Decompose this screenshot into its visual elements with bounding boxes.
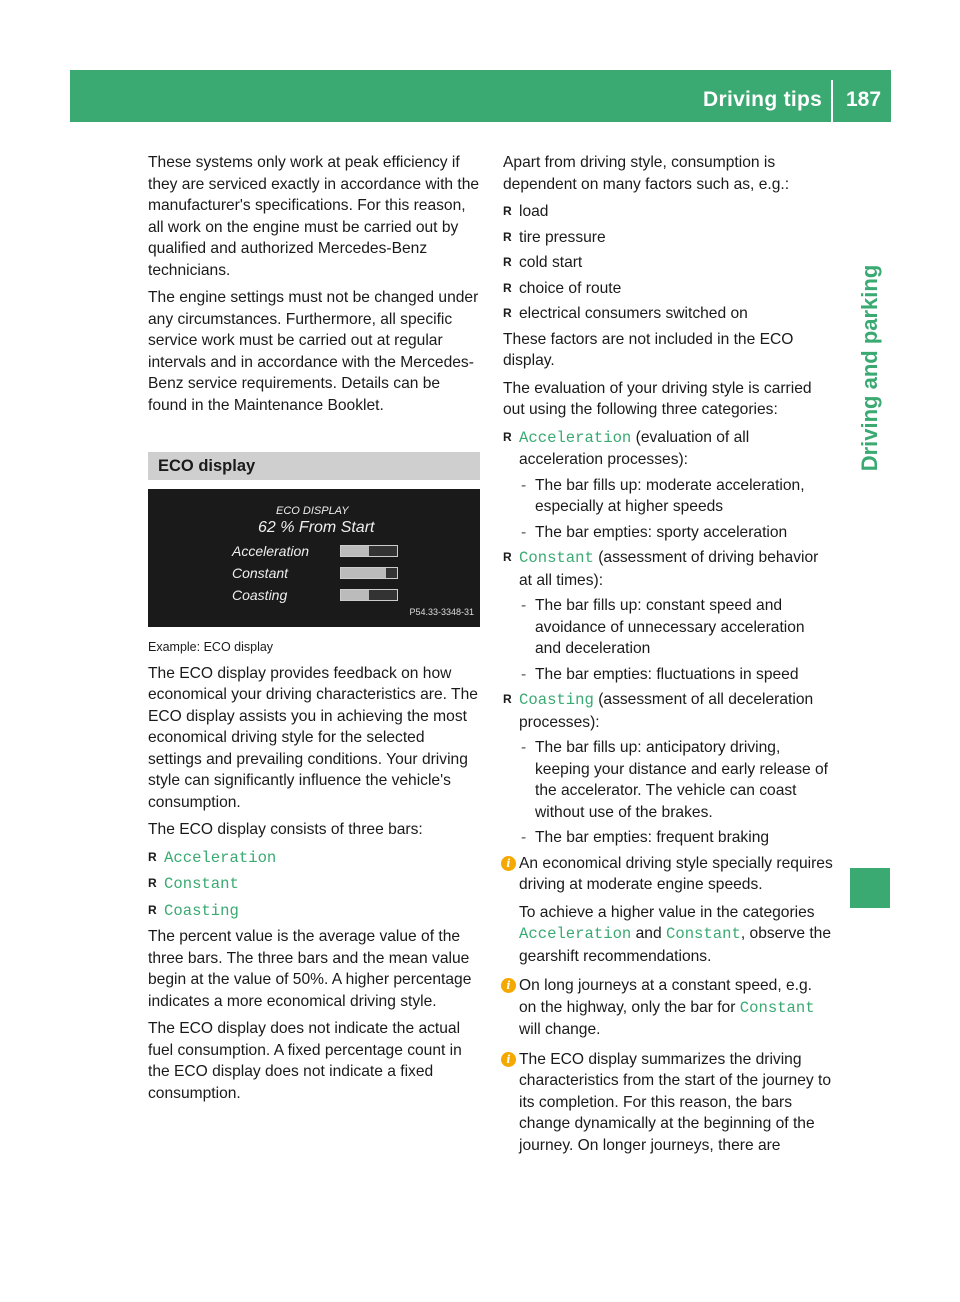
page-header-title: Driving tips <box>703 88 823 111</box>
paragraph: These systems only work at peak efficiency if they are serviced exactly in accordance with the manufacturer's specifications. For this reason, all work on the engine must be carried out by qualified and authorized Mercedes-Benz technicians. <box>148 154 480 279</box>
side-marker <box>850 868 890 908</box>
category-name: Coasting <box>519 691 594 709</box>
sub-item: - The bar fills up: constant speed and avoidance of unnecessary acceleration and deceleration <box>503 595 833 660</box>
sub-item: - The bar fills up: moderate acceleration, especially at higher speeds <box>503 475 833 518</box>
list-item: R tire pressure <box>503 227 833 249</box>
list-item: R electrical consumers switched on <box>503 303 833 325</box>
list-item <box>148 900 480 923</box>
text: To achieve a higher value in the categories <box>519 903 815 921</box>
info-icon: i <box>501 978 516 993</box>
section-heading-eco-display: ECO display <box>148 452 480 480</box>
category-name: Acceleration <box>519 925 632 943</box>
paragraph: An economical driving style specially requires driving at moderate engine speeds. <box>519 854 833 893</box>
section-side-tab-label: Driving and parking <box>857 264 882 472</box>
image-caption: Example: ECO display <box>148 640 274 654</box>
list-item: R choice of route <box>503 278 833 300</box>
paragraph: The evaluation of your driving style is carried out using the following three categories: <box>503 379 812 418</box>
bar-name: Coasting <box>164 901 239 920</box>
image-code: P54.33-3348-31 <box>409 606 474 617</box>
page-number: 187 <box>846 88 882 111</box>
section-side-tab <box>850 228 890 508</box>
category-name: Constant <box>519 549 594 567</box>
eco-image-bar-fill <box>341 590 369 600</box>
list-item: R cold start <box>503 252 833 274</box>
category-item <box>503 427 833 471</box>
eco-display-image-subtitle: 62 % From Start <box>258 519 375 536</box>
paragraph: These factors are not included in the ECO display. <box>503 330 794 369</box>
paragraph: The engine settings must not be changed under any circumstances. Furthermore, all specific service work must be carried out at regular intervals and in accordance with the Mercedes-Benz service requirements. Details can be found in the Maintenance Booklet. <box>148 289 479 414</box>
eco-image-label: Constant <box>232 565 289 581</box>
eco-image-label: Acceleration <box>232 543 310 559</box>
sub-item: - The bar empties: sporty acceleration <box>503 522 833 544</box>
category-name: Acceleration <box>519 428 632 447</box>
eco-image-label: Coasting <box>232 587 288 603</box>
info-icon: i <box>501 1052 516 1067</box>
sub-item: - The bar empties: fluctuations in speed <box>503 664 833 686</box>
paragraph: The ECO display summarizes the driving characteristics from the start of the journey to its completion. For this reason, the bars change dynamically at the beginning of the journey. On longer journeys, there are <box>519 1050 832 1154</box>
sub-item: - The bar fills up: anticipatory driving, keeping your distance and early release of the accelerator. The vehicle can coast without use of the brakes. <box>503 737 833 823</box>
eco-image-bar <box>340 567 398 579</box>
paragraph: The ECO display provides feedback on how economical your driving characteristics are. The ECO display assists you in achieving the most economical driving style for the selected settings and prevailing conditions. Your driving style can significantly influence the vehicle's consumption. <box>148 664 478 811</box>
category-desc: (assessment of all deceleration processes): <box>519 691 814 731</box>
eco-image-bar <box>340 545 398 557</box>
sub-item: - The bar empties: frequent braking <box>503 827 833 849</box>
category-desc: (assessment of driving behavior at all times): <box>519 549 819 589</box>
paragraph: Apart from driving style, consumption is dependent on many factors such as, e.g.: <box>503 154 790 193</box>
text: will change. <box>519 1021 601 1038</box>
category-item <box>503 547 833 591</box>
info-note <box>503 853 833 968</box>
category-name: Constant <box>739 998 815 1017</box>
paragraph: The ECO display consists of three bars: <box>148 821 423 838</box>
bar-name: Constant <box>164 875 239 893</box>
paragraph: The percent value is the average value of the three bars. The three bars and the mean value begin at the value of 50%. A higher percentage indicates a more economical driving style. <box>148 928 472 1010</box>
info-note <box>503 975 833 1041</box>
list-item <box>148 873 480 896</box>
eco-display-image <box>148 489 480 627</box>
info-note <box>503 1049 833 1157</box>
paragraph: The ECO display does not indicate the actual fuel consumption. A fixed percentage count in the ECO display does not indicate a fixed consumption. <box>148 1020 462 1102</box>
list-item: R load <box>503 201 833 223</box>
eco-image-bar-fill <box>341 546 369 556</box>
category-item <box>503 689 833 733</box>
eco-image-bar <box>340 589 398 601</box>
text: , observe the gearshift recommendations. <box>519 925 832 965</box>
bar-name: Acceleration <box>164 848 277 867</box>
paragraph <box>519 975 833 1041</box>
paragraph <box>519 902 833 968</box>
eco-image-bar-fill <box>341 568 386 578</box>
category-name: Constant <box>665 925 741 943</box>
list-item <box>148 847 480 870</box>
right-column <box>503 152 833 1164</box>
left-column <box>148 152 480 1110</box>
text: On long journeys at a constant speed, e.g. on the highway, only the bar for <box>519 977 813 1016</box>
info-icon: i <box>501 856 516 871</box>
header-divider <box>831 80 833 122</box>
text: and <box>631 925 666 942</box>
eco-display-image-title: ECO DISPLAY <box>276 505 349 517</box>
category-desc: (evaluation of all acceleration processes): <box>519 428 750 468</box>
